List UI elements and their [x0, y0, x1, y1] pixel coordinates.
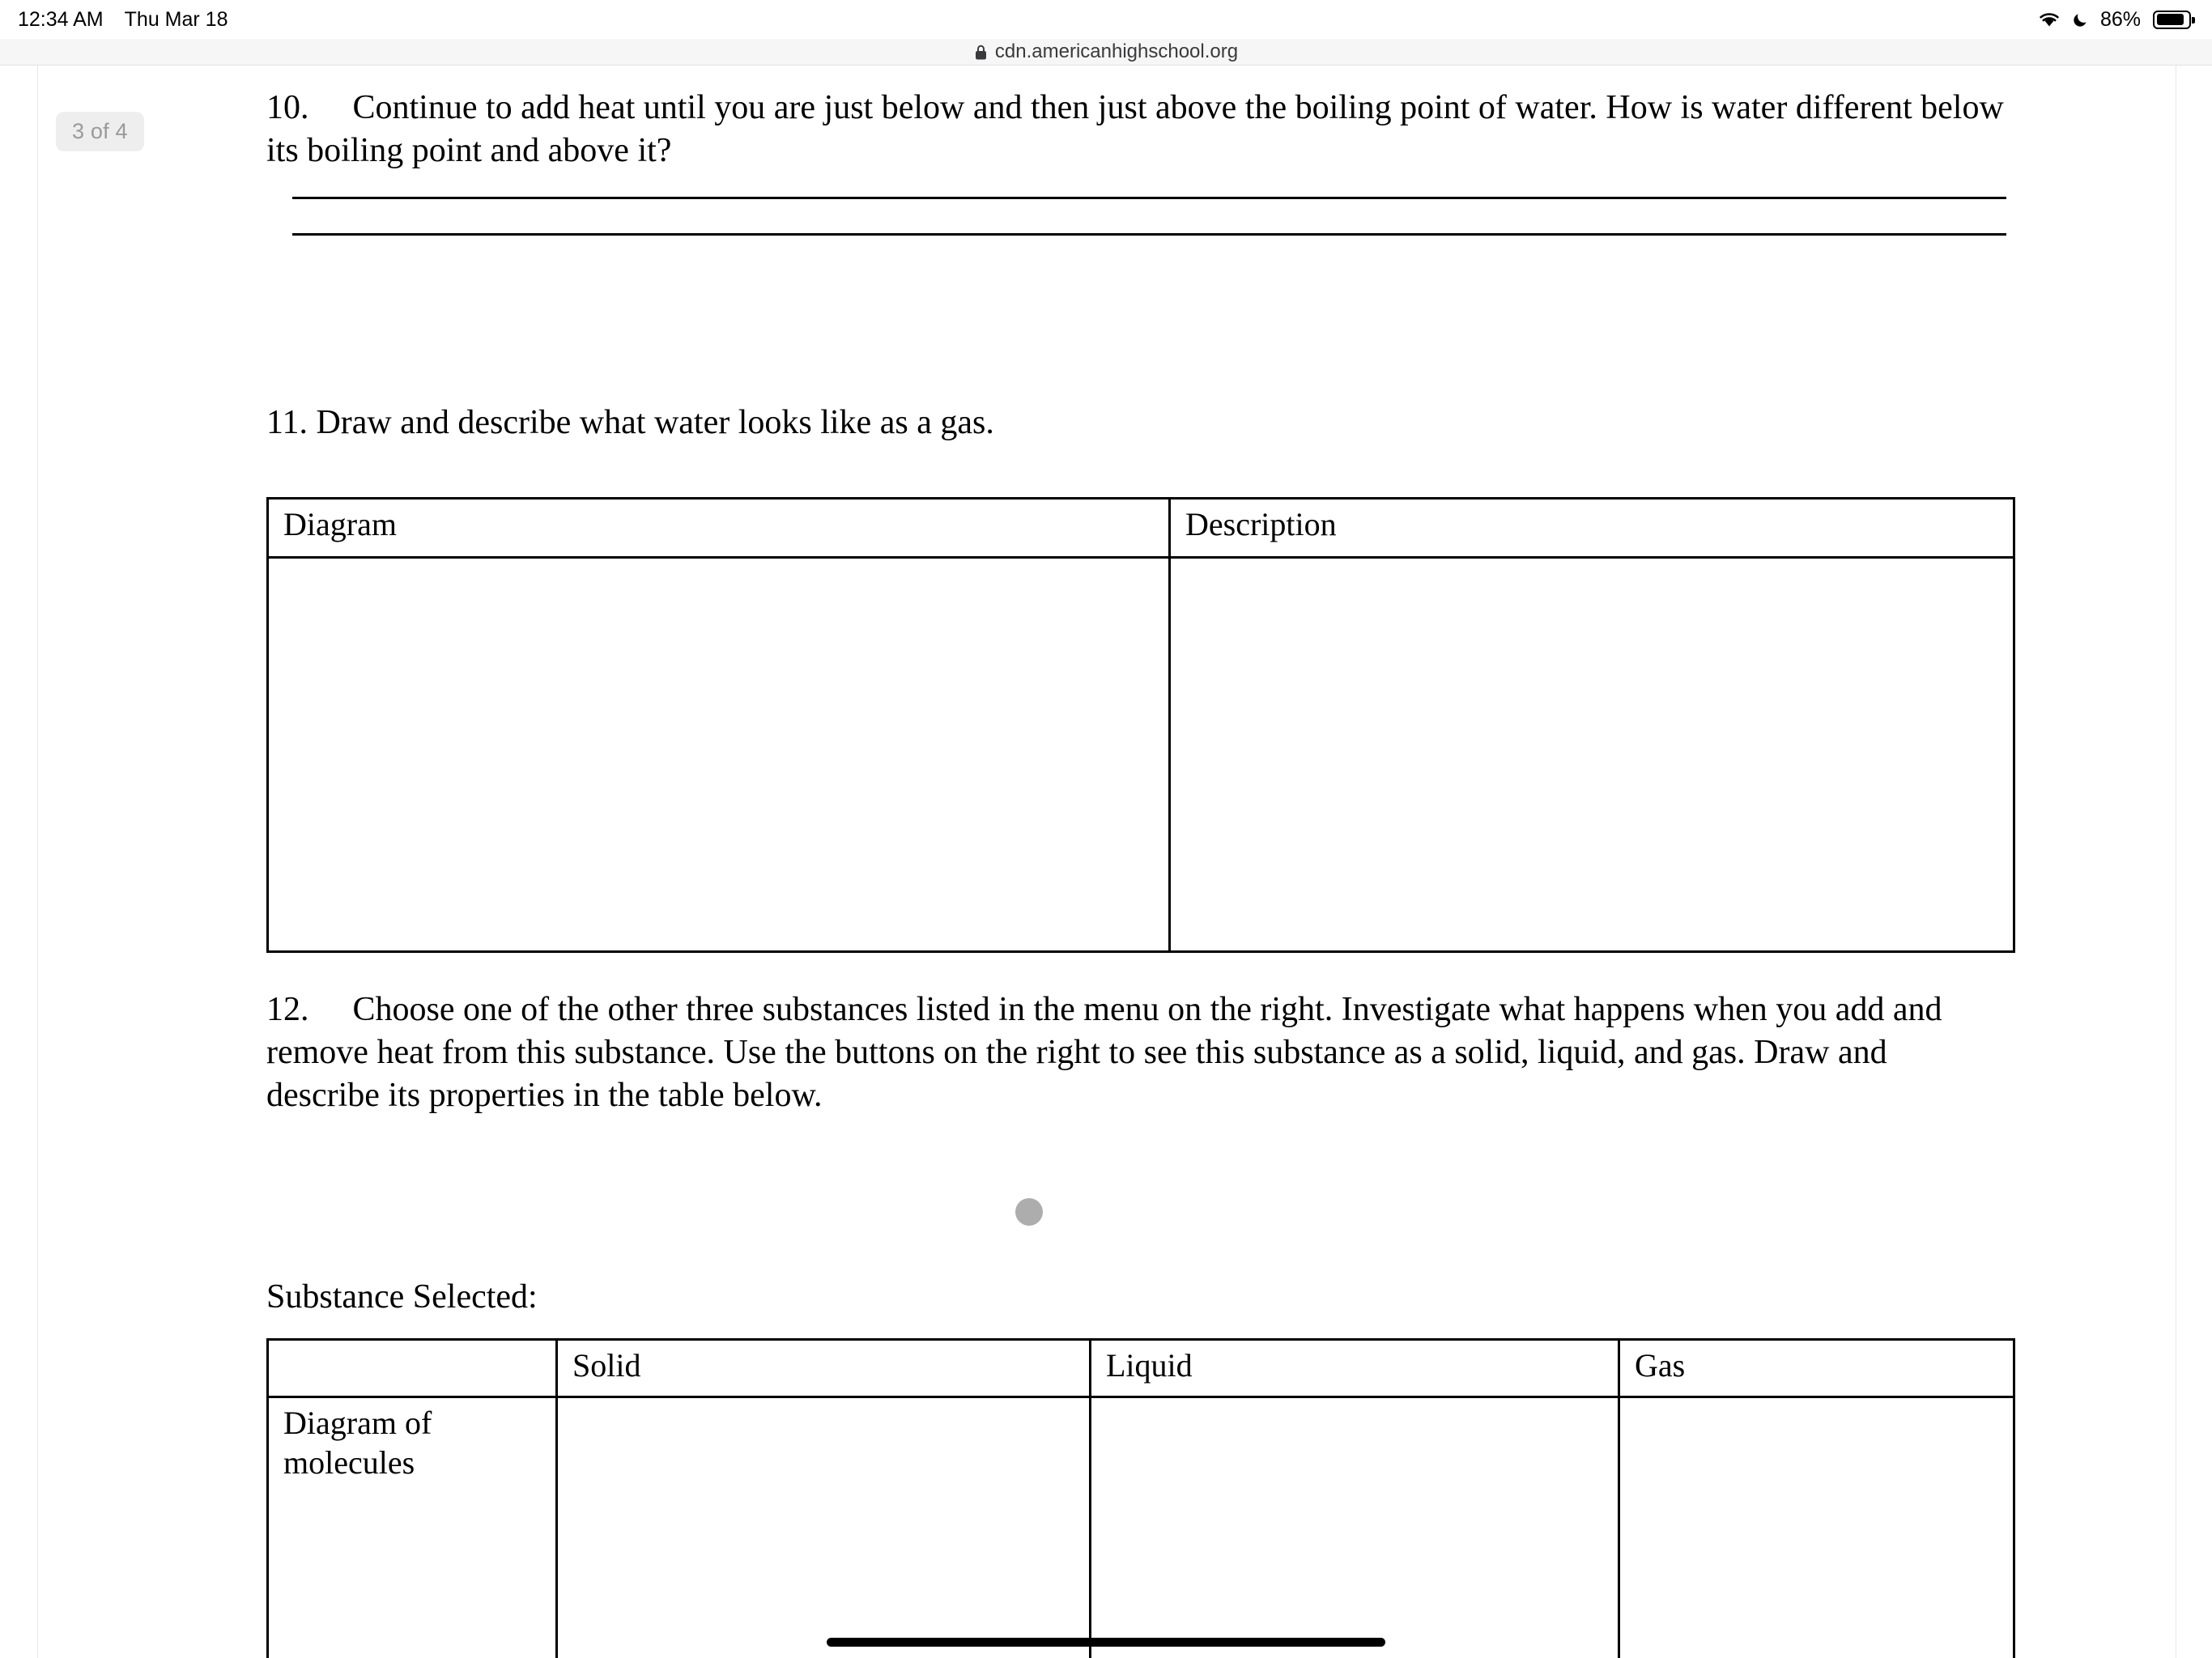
- browser-url-bar[interactable]: [0, 39, 2212, 66]
- question-10: [266, 87, 2031, 172]
- status-date: Thu Mar 18: [124, 7, 228, 31]
- question-10-number: 10.: [266, 89, 309, 126]
- table2-row-label: Diagram of molecules: [268, 1397, 557, 1658]
- status-right-group: [2037, 8, 2191, 32]
- question-12: [266, 988, 1991, 1117]
- url-text[interactable]: cdn.americanhighschool.org: [994, 40, 1239, 62]
- page-right-margin: [2175, 66, 2212, 1658]
- answer-line[interactable]: [292, 197, 2006, 199]
- url-inner[interactable]: [974, 40, 1238, 63]
- battery-icon: [2153, 11, 2191, 29]
- substance-selected-label: Substance Selected:: [266, 1278, 538, 1316]
- ios-status-bar: [0, 0, 2212, 39]
- question-10-text: Continue to add heat until you are just below and then just above the boiling point of water. How is water different below its boiling point and above it?: [266, 89, 2004, 169]
- table2-cell-gas[interactable]: [1619, 1397, 2014, 1658]
- battery-fill: [2157, 14, 2184, 25]
- table-row: [268, 1340, 2014, 1397]
- table2-cell-solid[interactable]: [557, 1397, 1091, 1658]
- lock-icon: [974, 44, 988, 61]
- battery-percent-label: 86%: [2099, 7, 2141, 31]
- wifi-icon: [2037, 11, 2061, 28]
- status-clock: 12:34 AM: [18, 7, 104, 31]
- gas-diagram-table: [266, 497, 2015, 953]
- table1-cell-diagram[interactable]: [268, 558, 1170, 952]
- home-indicator[interactable]: [827, 1638, 1385, 1647]
- table2-header-blank: [268, 1340, 557, 1397]
- question-11: 11. Draw and describe what water looks like as a gas.: [266, 404, 994, 441]
- moon-icon: [2072, 11, 2090, 28]
- page-left-margin: [0, 66, 37, 1658]
- question-12-text: Choose one of the other three substances listed in the menu on the right. Investigate what happens when you add and remove heat from this substance. Use the buttons on the right to see this substance as a solid, liquid, and gas. Draw and describe its properties in the table below.: [266, 991, 1942, 1114]
- question-10-answer-lines[interactable]: [292, 197, 2006, 270]
- table-row: [268, 1397, 2014, 1658]
- table-row: [268, 499, 2014, 558]
- table1-cell-description[interactable]: [1170, 558, 2014, 952]
- table1-header-description: Description: [1170, 499, 2014, 558]
- table2-header-liquid: Liquid: [1091, 1340, 1619, 1397]
- table-row: [268, 558, 2014, 952]
- answer-line[interactable]: [292, 233, 2006, 236]
- table2-cell-liquid[interactable]: [1091, 1397, 1619, 1658]
- cursor-dot-indicator: [1015, 1198, 1043, 1226]
- status-left-group: [18, 8, 228, 32]
- table2-header-solid: Solid: [557, 1340, 1091, 1397]
- question-12-number: 12.: [266, 991, 309, 1028]
- table2-header-gas: Gas: [1619, 1340, 2014, 1397]
- page-indicator-badge: 3 of 4: [56, 112, 144, 151]
- document-page: [37, 66, 2176, 1658]
- substance-properties-table: [266, 1338, 2015, 1658]
- table1-header-diagram: Diagram: [268, 499, 1170, 558]
